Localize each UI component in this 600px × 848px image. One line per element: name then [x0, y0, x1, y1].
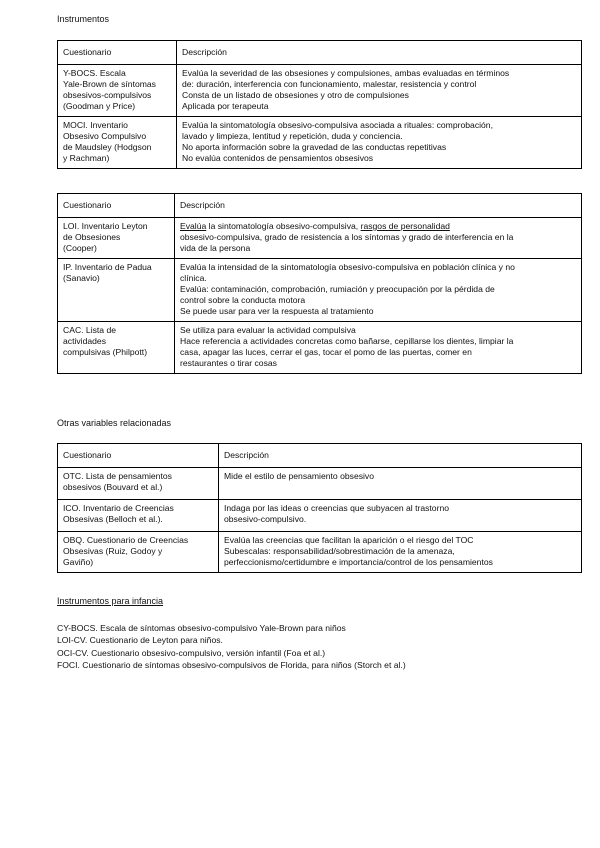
table-row [58, 117, 582, 169]
cell-line: de Maudsley (Hodgson [63, 142, 152, 152]
cell-line: (Goodman y Price) [63, 101, 136, 111]
table-header-row [58, 41, 582, 65]
cell-line: No aporta información sobre la gravedad de las conductas repetitivas [182, 142, 447, 152]
cell-line: Mide el estilo de pensamiento obsesivo [224, 471, 375, 481]
cuestionario-cell [58, 218, 175, 259]
header-cuestionario: Cuestionario [58, 194, 175, 218]
table-header-row [58, 444, 582, 468]
cell-line: y Rachman) [63, 153, 110, 163]
table-row [58, 532, 582, 573]
cell-line: Obsesivas (Belloch et al.). [63, 514, 163, 524]
underlined-text: rasgos de personalidad [360, 221, 450, 231]
descripcion-cell [219, 532, 582, 573]
table-row [58, 322, 582, 374]
cell-line: Evalúa: contaminación, comprobación, rumiación y preocupación por la pérdida de [180, 284, 495, 294]
descripcion-cell [177, 65, 582, 117]
cell-line: (Cooper) [63, 243, 97, 253]
cell-line: Evalúa la severidad de las obsesiones y compulsiones, ambas evaluadas en términos [182, 68, 510, 78]
cell-line: Obsesivas (Ruiz, Godoy y [63, 546, 163, 556]
cell-line: Y-BOCS. Escala [63, 68, 126, 78]
cell-line: LOI. Inventario Leyton [63, 221, 148, 231]
cell-line: Hace referencia a actividades concretas como bañarse, cepillarse los dientes, limpiar la [180, 336, 514, 346]
cell-line: IP. Inventario de Padua [63, 262, 152, 272]
cell-line: Se puede usar para ver la respuesta al tratamiento [180, 306, 374, 316]
cell-line: Gaviño) [63, 557, 94, 567]
cuestionario-cell [58, 500, 219, 532]
descripcion-cell [175, 218, 582, 259]
cell-line: obsesivo-compulsivo. [224, 514, 307, 524]
cell-line: restaurantes o tirar cosas [180, 358, 277, 368]
descripcion-cell [175, 322, 582, 374]
cell-line: Evalúa la intensidad de la sintomatología obsesivo-compulsiva en población clínica y no [180, 262, 515, 272]
cell-line: CAC. Lista de [63, 325, 117, 335]
cell-line: obsesivos (Bouvard et al.) [63, 482, 163, 492]
header-descripcion: Descripción [177, 41, 582, 65]
cell-line: obsesivos-compulsivos [63, 90, 152, 100]
table-otras-variables [57, 443, 582, 573]
heading-instrumentos-infancia: Instrumentos para infancia [57, 596, 164, 606]
table-row [58, 468, 582, 500]
table-row [58, 218, 582, 259]
cell-line: Se utiliza para evaluar la actividad compulsiva [180, 325, 356, 335]
heading-instrumentos: Instrumentos [57, 14, 110, 24]
descripcion-cell [219, 468, 582, 500]
descripcion-cell [175, 259, 582, 322]
cell-line: clínica. [180, 273, 207, 283]
cell-line: Obsesivo Compulsivo [63, 131, 147, 141]
cell-line: de: duración, interferencia con funcionamiento, malestar, resistencia y control [182, 79, 477, 89]
cell-line: Evalúa la sintomatología obsesivo-compulsiva asociada a rituales: comprobación, [182, 120, 493, 130]
header-cuestionario: Cuestionario [58, 41, 177, 65]
cell-line: Indaga por las ideas o creencias que subyacen al trastorno [224, 503, 450, 513]
infancia-list [57, 622, 406, 671]
cell-line: MOCI. Inventario [63, 120, 128, 130]
descripcion-cell [177, 117, 582, 169]
table-header-row [58, 194, 582, 218]
cell-line: OBQ. Cuestionario de Creencias [63, 535, 189, 545]
cell-line: Subescalas: responsabilidad/sobrestimación de la amenaza, [224, 546, 455, 556]
list-item: FOCI. Cuestionario de síntomas obsesivo-compulsivos de Florida, para niños (Storch et al.) [57, 659, 406, 670]
header-descripcion: Descripción [175, 194, 582, 218]
cell-line: ICO. Inventario de Creencias [63, 503, 174, 513]
cell-line [180, 221, 576, 232]
cell-line: de Obsesiones [63, 232, 121, 242]
table-instrumentos-2 [57, 193, 582, 374]
cell-line: actividades [63, 336, 106, 346]
cell-line: Aplicada por terapeuta [182, 101, 269, 111]
header-cuestionario: Cuestionario [58, 444, 219, 468]
cell-line: obsesivo-compulsiva, grado de resistencia a los síntomas y grado de interferencia en la [180, 232, 514, 242]
cell-line: Yale-Brown de síntomas [63, 79, 156, 89]
cuestionario-cell [58, 322, 175, 374]
cuestionario-cell [58, 468, 219, 500]
table-row [58, 259, 582, 322]
cuestionario-cell [58, 117, 177, 169]
descripcion-cell [219, 500, 582, 532]
cell-line: control sobre la conducta motora [180, 295, 306, 305]
cell-line: vida de la persona [180, 243, 251, 253]
cell-line: (Sanavio) [63, 273, 100, 283]
cell-line: Evalúa las creencias que facilitan la aparición o el riesgo del TOC [224, 535, 474, 545]
cell-line: perfeccionismo/certidumbre e importancia/control de los pensamientos [224, 557, 493, 567]
list-item: OCI-CV. Cuestionario obsesivo-compulsivo, versión infantil (Foa et al.) [57, 647, 326, 658]
cell-line: Consta de un listado de obsesiones y otro de compulsiones [182, 90, 409, 100]
cuestionario-cell [58, 259, 175, 322]
table-row [58, 65, 582, 117]
header-descripcion: Descripción [219, 444, 582, 468]
cuestionario-cell [58, 532, 219, 573]
cell-line: lavado y limpieza, lentitud y repetición, duda y conciencia. [182, 131, 403, 141]
list-item: CY-BOCS. Escala de síntomas obsesivo-compulsivo Yale-Brown para niños [57, 623, 346, 633]
cell-line: OTC. Lista de pensamientos [63, 471, 172, 481]
cuestionario-cell [58, 65, 177, 117]
cell-text: la sintomatología obsesivo-compulsiva, [206, 221, 361, 231]
table-row [58, 500, 582, 532]
cell-line: casa, apagar las luces, cerrar el gas, tocar el pomo de las puertas, comer en [180, 347, 472, 357]
underlined-text: Evalúa [180, 221, 207, 231]
heading-otras-variables: Otras variables relacionadas [57, 418, 172, 428]
table-instrumentos-1 [57, 40, 582, 169]
list-item: LOI-CV. Cuestionario de Leyton para niños. [57, 635, 223, 646]
cell-line: No evalúa contenidos de pensamientos obsesivos [182, 153, 374, 163]
cell-line: compulsivas (Philpott) [63, 347, 148, 357]
